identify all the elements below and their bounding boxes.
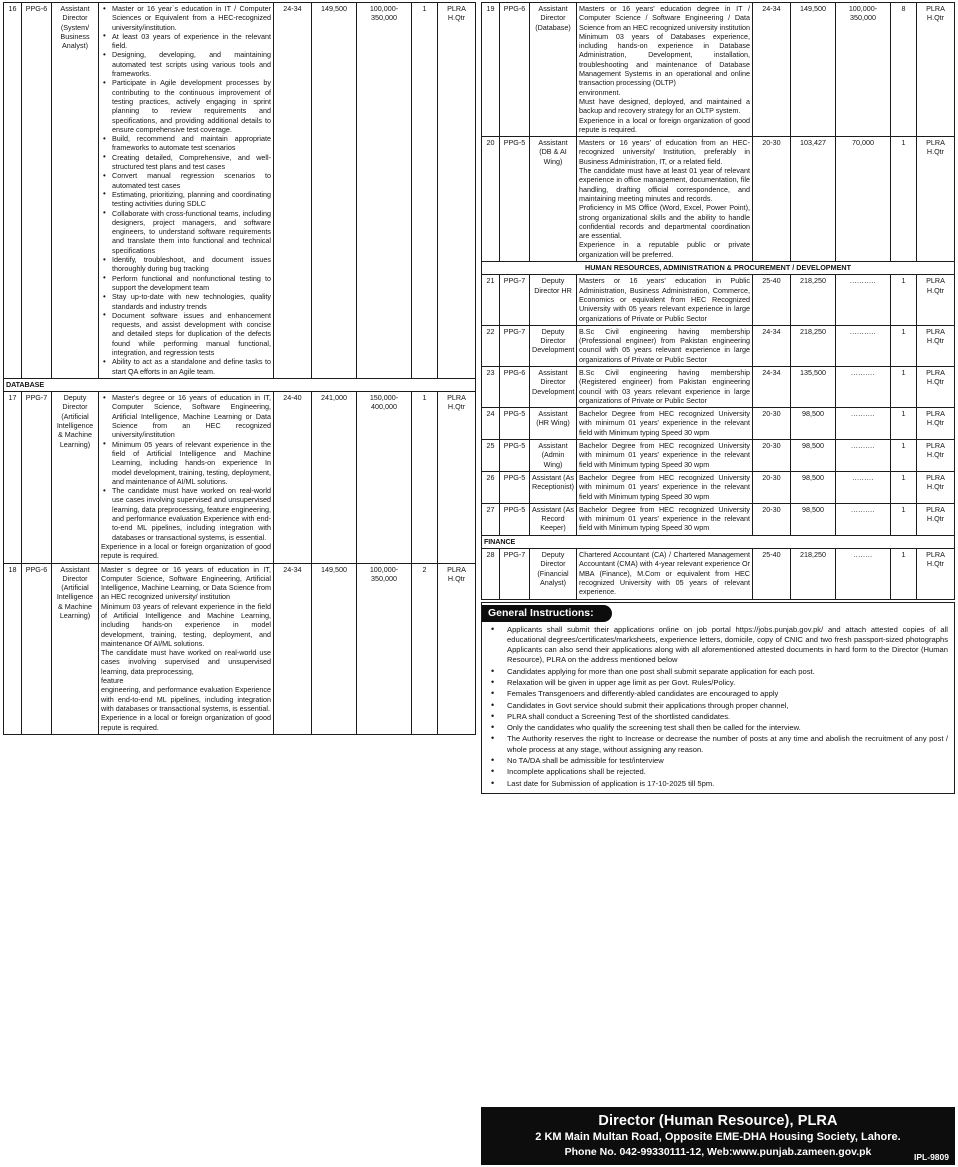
list-item-trailing: Experience in a local or foreign organization of good repute is required. — [101, 541, 271, 561]
cell-grade: PPG-7 — [22, 392, 52, 563]
cell-post: Deputy Director (Artificial Intelligence & Machine Learning) — [52, 392, 99, 563]
list-item: • Candidates in Govt service should submit their applications through proper channel, — [482, 701, 948, 711]
list-item: • Participate in Agile development processes by contributing to the continuous improvement of testing practices, actively engaging in sprint planning to review requirements and specifications, and providing additional details to ensure comprehensive test coverage. — [101, 78, 271, 134]
cell-pay: 218,250 — [791, 549, 836, 599]
cell-grade: PPG-7 — [500, 325, 530, 366]
cell-package: .......... — [836, 503, 891, 535]
list-item: • PLRA shall conduct a Screening Test of the shortlisted candidates. — [482, 712, 948, 722]
cell-posts: 1 — [891, 440, 917, 472]
section-header-label: DATABASE — [4, 378, 476, 391]
qualification-paragraph: environment. — [579, 87, 621, 97]
qualification-paragraph: Masters or 16 years' education in Public Administration, Business Administration, Commerce, Economics or equivalent from HEC Recognized University with 05 years relevant experience in large organizations of Private or Public Sector — [579, 276, 750, 323]
cell-age: 24-34 — [753, 325, 791, 366]
cell-package: .......... — [836, 440, 891, 472]
cell-qualification — [577, 3, 753, 137]
cell-sr: 19 — [482, 3, 500, 137]
cell-pay: 98,500 — [791, 471, 836, 503]
section-header-finance — [482, 535, 955, 548]
cell-qualification — [577, 137, 753, 262]
cell-place: PLRA H.Qtr — [917, 471, 955, 503]
cell-pay: 241,000 — [312, 392, 357, 563]
cell-post: Assistant (DB & AI Wing) — [530, 137, 577, 262]
cell-sr: 28 — [482, 549, 500, 599]
cell-place: PLRA H.Qtr — [917, 503, 955, 535]
jobs-table-right — [481, 2, 955, 600]
cell-place: PLRA H.Qtr — [917, 275, 955, 325]
cell-package: 100,000-350,000 — [836, 3, 891, 137]
layout-spacer — [481, 794, 955, 1105]
cell-place: PLRA H.Qtr — [917, 137, 955, 262]
cell-package: ........ — [836, 549, 891, 599]
cell-qualification — [577, 366, 753, 407]
section-header-hr — [482, 262, 955, 275]
cell-place: PLRA H.Qtr — [917, 366, 955, 407]
qualification-paragraph: Bachelor Degree from HEC recognized University with minimum 01 years' experience in the relevant field with Minimum typing Speed 30 wpm — [579, 441, 750, 469]
footer-authority: Director (Human Resource), PLRA — [598, 1113, 838, 1129]
cell-age: 24-34 — [274, 3, 312, 379]
cell-post: Assistant Director (Artificial Intelligence & Machine Learning) — [52, 563, 99, 734]
cell-package: .......... — [836, 366, 891, 407]
cell-post: Assistant Director (Database) — [530, 3, 577, 137]
cell-sr: 18 — [4, 563, 22, 734]
list-item: • Master or 16 year`s education in IT / Computer Sciences or Equivalent from a HEC-recognized university/institution. — [101, 4, 271, 32]
cell-posts: 1 — [891, 408, 917, 440]
cell-qualification — [577, 325, 753, 366]
cell-age: 20-30 — [753, 408, 791, 440]
table-row — [4, 3, 476, 379]
list-item: • Identify, troubleshoot, and document issues thoroughly during bug tracking — [101, 255, 271, 274]
cell-posts: 1 — [891, 503, 917, 535]
cell-pay: 149,500 — [312, 3, 357, 379]
cell-posts: 1 — [412, 3, 438, 379]
cell-post: Deputy Director Development — [530, 325, 577, 366]
cell-package: 100,000-350,000 — [357, 3, 412, 379]
section-header-label: HUMAN RESOURCES, ADMINISTRATION & PROCUREMENT / DEVELOPMENT — [482, 262, 955, 275]
cell-sr: 22 — [482, 325, 500, 366]
cell-package: ........... — [836, 325, 891, 366]
cell-place: PLRA H.Qtr — [917, 440, 955, 472]
list-item: • Master's degree or 16 years of education in IT, Computer Science, Software Engineering, Artificial Intelligence, Machine Learning or Data Science from an HEC recognized university/institution — [101, 393, 271, 439]
cell-pay: 98,500 — [791, 503, 836, 535]
cell-package: 70,000 — [836, 137, 891, 262]
cell-age: 20-30 — [753, 471, 791, 503]
cell-posts: 8 — [891, 3, 917, 137]
cell-age: 24-34 — [753, 366, 791, 407]
qualification-paragraph: Masters or 16 years' of education from an HEC-recognized university/ Institution, preferably in Business Administration, IT, or a related field. — [579, 138, 750, 166]
cell-grade: PPG-6 — [500, 366, 530, 407]
qualification-list — [101, 4, 271, 376]
cell-post: Assistant (As Receptionist) — [530, 471, 577, 503]
qualification-paragraph: feature — [101, 676, 124, 686]
cell-grade: PPG-7 — [500, 275, 530, 325]
list-item: • Females Transgenoers and differently-abled candidates are encouraged to apply — [482, 689, 948, 699]
cell-pay: 218,250 — [791, 325, 836, 366]
qualification-paragraph: The candidate must have at least 01 year of relevant experience in office management, documentation, file handling, drafting official correspondence, and maintaining meeting minutes and records. — [579, 166, 750, 203]
cell-posts: 2 — [412, 563, 438, 734]
qualification-paragraph: Must have designed, deployed, and maintained a backup and recovery strategy for an OLTP system. — [579, 96, 750, 116]
cell-posts: 1 — [891, 549, 917, 599]
qualification-paragraph: Experience in a local or foreign organization of good repute is required. — [101, 713, 271, 732]
cell-post: Deputy Director HR — [530, 275, 577, 325]
cell-grade: PPG-5 — [500, 471, 530, 503]
qualification-paragraph: Minimum 03 years of Databases experience, including hands-on experience in Database Administration, Development, installation, troubleshooting and maintenance of Database Management Systems in an operational and online transaction processing (OLTP) — [579, 31, 750, 88]
footer-reference-code: IPL-9809 — [914, 1152, 949, 1162]
cell-qualification — [577, 549, 753, 599]
cell-pay: 98,500 — [791, 408, 836, 440]
list-item: • Build, recommend and maintain appropriate frameworks to automate test scenarios — [101, 134, 271, 153]
cell-pay: 149,500 — [312, 563, 357, 734]
cell-sr: 25 — [482, 440, 500, 472]
cell-qualification — [577, 275, 753, 325]
table-row — [482, 137, 955, 262]
cell-grade: PPG-6 — [500, 3, 530, 137]
list-item: • Minimum 05 years of relevant experience in the field of Artificial Intelligence and Machine Learning, including hands-on experience In model development, training, testing, deployment, and maintenance of AI/ML solutions. — [101, 440, 271, 486]
cell-sr: 26 — [482, 471, 500, 503]
qualification-paragraph: Experience in a reputable public or private organization will be preferred. — [579, 240, 750, 259]
cell-posts: 1 — [891, 325, 917, 366]
cell-sr: 20 — [482, 137, 500, 262]
cell-age: 24-34 — [274, 563, 312, 734]
cell-package: 100,000-350,000 — [357, 563, 412, 734]
list-item: • Ability to act as a standalone and define tasks to start QA efforts in an Agile team. — [101, 357, 271, 376]
qualification-list — [101, 393, 271, 560]
cell-pay: 103,427 — [791, 137, 836, 262]
qualification-paragraph: Masters or 16 years' education degree in IT / Computer Science / Software Engineering / Data Science from an HEC recognized university institution — [579, 4, 750, 32]
cell-grade: PPG-5 — [500, 440, 530, 472]
cell-age: 25-40 — [753, 549, 791, 599]
list-item: • Convert manual regression scenarios to automated test cases — [101, 171, 271, 190]
general-instructions-panel — [481, 602, 955, 794]
cell-grade: PPG-5 — [500, 503, 530, 535]
cell-sr: 23 — [482, 366, 500, 407]
list-item: • The candidate must have worked on real-world use cases involving supervised and unsupervised learning, data preprocessing, feature engineering, and performance evaluation Experience with end-to-end ML pipelines, including integration with databases or transactional systems, is essential. — [101, 486, 271, 542]
section-header-database — [4, 378, 476, 391]
list-item: • No TA/DA shall be admissible for test/interview — [482, 756, 948, 766]
footer-contact: Phone No. 042-99330111-12, Web:www.punjab.zameen.gov.pk — [564, 1146, 872, 1158]
list-item: • Estimating, prioritizing, planning and coordinating testing activities during SDLC — [101, 190, 271, 209]
cell-qualification — [99, 3, 274, 379]
cell-pay: 98,500 — [791, 440, 836, 472]
list-item: • Only the candidates who qualify the screening test shall then be called for the interview. — [482, 723, 948, 733]
cell-place: PLRA H.Qtr — [438, 3, 476, 379]
list-item: • Relaxation will be given in upper age limit as per Govt. Rules/Policy. — [482, 678, 948, 688]
table-row — [482, 408, 955, 440]
qualification-paragraph: Experience in a local or foreign organization of good repute is required. — [579, 115, 750, 134]
cell-age: 24-34 — [753, 3, 791, 137]
list-item: • Incomplete applications shall be rejected. — [482, 767, 948, 777]
cell-package: 150,000-400,000 — [357, 392, 412, 563]
cell-post: Assistant Director Development — [530, 366, 577, 407]
list-item: • At least 03 years of experience in the relevant field. — [101, 32, 271, 51]
cell-package: .......... — [836, 408, 891, 440]
table-row — [482, 440, 955, 472]
cell-qualification — [577, 440, 753, 472]
general-instructions-list — [482, 625, 954, 789]
cell-grade: PPG-6 — [22, 563, 52, 734]
list-item: • Stay up-to-date with new technologies, quality standards and industry trends — [101, 292, 271, 311]
qualification-paragraph: Proficiency in MS Office (Word, Excel, Power Point), strong organizational skills and the ability to handle confidential records and departmental coordination are essential. — [579, 203, 750, 241]
cell-place: PLRA H.Qtr — [917, 549, 955, 599]
cell-place: PLRA H.Qtr — [917, 325, 955, 366]
cell-grade: PPG-7 — [500, 549, 530, 599]
qualification-paragraph: Bachelor Degree from HEC recognized University with minimum 01 years' experience in the relevant field with Minimum typing Speed 30 wpm — [579, 472, 750, 501]
cell-post: Assistant Director (System/ Business Analyst) — [52, 3, 99, 379]
contact-footer — [481, 1107, 955, 1165]
cell-sr: 24 — [482, 408, 500, 440]
right-column — [479, 0, 958, 1167]
cell-post: Assistant (As Record Keeper) — [530, 503, 577, 535]
qualification-paragraph: Minimum 03 years of relevant experience in the field of Artificial Intelligence and Machine Learning, including hands-on experience in model development, training, testing, deployment, and maintenance Of AI/ML solutions. — [101, 601, 271, 648]
cell-age: 24-40 — [274, 392, 312, 563]
list-item: • Designing, developing, and maintaining automated test scripts using various tools and frameworks. — [101, 50, 271, 78]
general-instructions-title: General Instructions: — [482, 605, 612, 622]
table-row — [4, 563, 476, 734]
cell-qualification — [577, 471, 753, 503]
cell-sr: 21 — [482, 275, 500, 325]
cell-pay: 135,500 — [791, 366, 836, 407]
qualification-paragraph: The candidate must have worked on real-world use cases involving supervised and unsupervised learning, data preprocessing, — [101, 648, 271, 676]
list-item: • Collaborate with cross-functional teams, including designers, project managers, and software engineers, to understand software requirements and translate them into functional and technical specifications — [101, 209, 271, 255]
table-row — [4, 392, 476, 563]
footer-address: 2 KM Main Multan Road, Opposite EME-DHA Housing Society, Lahore. — [535, 1131, 901, 1143]
table-row — [482, 471, 955, 503]
qualification-paragraph: Master s degree or 16 years of education in IT, Computer Science, Software Engineering, Artificial Intelligence, Machine Learning, or Data Science from an HEC recognized university/ institution — [101, 564, 271, 602]
section-header-label: FINANCE — [482, 535, 955, 548]
cell-place: PLRA H.Qtr — [917, 408, 955, 440]
list-item: • Last date for Submission of application is 17-10-2025 till 5pm. — [482, 779, 948, 789]
cell-place: PLRA H.Qtr — [438, 392, 476, 563]
cell-pay: 218,250 — [791, 275, 836, 325]
qualification-paragraph: Bachelor Degree from HEC recognized University with minimum 01 years' experience in the relevant field with Minimum typing Speed 30 wpm — [579, 409, 750, 437]
cell-pay: 149,500 — [791, 3, 836, 137]
cell-sr: 27 — [482, 503, 500, 535]
list-item: • Document software issues and enhancement requests, and assist development with concise and detailed steps for duplication of the defects found while performing manual functional, integration, and regression tests — [101, 311, 271, 357]
qualification-paragraph: engineering, and performance evaluation Experience with end-to-end ML pipelines, including integration with databases or transactional systems, is essential. — [101, 685, 271, 713]
cell-place: PLRA H.Qtr — [917, 3, 955, 137]
table-row — [482, 503, 955, 535]
cell-qualification — [99, 392, 274, 563]
cell-grade: PPG-5 — [500, 137, 530, 262]
list-item: • Creating detailed, Comprehensive, and well-structured test plans and test cases — [101, 153, 271, 172]
table-row — [482, 549, 955, 599]
table-row — [482, 3, 955, 137]
cell-posts: 1 — [891, 366, 917, 407]
cell-sr: 16 — [4, 3, 22, 379]
cell-qualification — [99, 563, 274, 734]
cell-package: ......... — [836, 471, 891, 503]
cell-posts: 1 — [891, 137, 917, 262]
qualification-paragraph: Chartered Accountant (CA) / Chartered Management Accountant (CMA) with 4-year relevant experience Or MBA (Finance), M.Com or equivalent from HEC recognized University with 05 years of relevant experience. — [579, 550, 750, 597]
cell-grade: PPG-5 — [500, 408, 530, 440]
cell-post: Assistant (HR Wing) — [530, 408, 577, 440]
list-item: • The Authority reserves the right to Increase or decrease the number of posts at any time and abolish the recruitment of any post / whole process at any stage, without assigning any reason. — [482, 734, 948, 755]
cell-posts: 1 — [412, 392, 438, 563]
cell-post: Deputy Director (Financial Analyst) — [530, 549, 577, 599]
cell-grade: PPG-6 — [22, 3, 52, 379]
qualification-paragraph: B.Sc Civil engineering having membership (Registered engineer) from Pakistan engineering council with 03 years relevant experience in large organizations of Private or Public Sector — [579, 367, 750, 405]
cell-qualification — [577, 503, 753, 535]
cell-age: 25-40 — [753, 275, 791, 325]
cell-age: 20-30 — [753, 440, 791, 472]
table-row — [482, 366, 955, 407]
cell-posts: 1 — [891, 471, 917, 503]
cell-age: 20-30 — [753, 137, 791, 262]
cell-package: ........... — [836, 275, 891, 325]
qualification-paragraph: B.Sc Civil engineering having membership (Professional engineer) from Pakistan engineering council with 05 years relevant experience in large organizations of Private or Public Sector — [579, 326, 750, 364]
list-item: • Candidates applying for more than one post shall submit separate application for each post. — [482, 667, 948, 677]
table-row — [482, 275, 955, 325]
cell-age: 20-30 — [753, 503, 791, 535]
cell-qualification — [577, 408, 753, 440]
list-item: • Applicants shall submit their applications online on job portal https://jobs.punjab.gov.pk/ and attach attested copies of all educational degrees/certificates/marksheets, experience letters, domicile, copy of CNIC and two fresh passport-sized photographs Applicants can also send their applications along with all aforementioned attested documents in hard form to the Director (Human Resource), PLRA on the address mentioned below — [482, 625, 948, 666]
jobs-table-left — [3, 2, 476, 735]
cell-post: Assistant (Admin Wing) — [530, 440, 577, 472]
cell-sr: 17 — [4, 392, 22, 563]
table-row — [482, 325, 955, 366]
cell-posts: 1 — [891, 275, 917, 325]
list-item: • Perform functional and nonfunctional testing to support the development team — [101, 274, 271, 293]
qualification-paragraph: Bachelor Degree from HEC recognized University with minimum 01 years' experience in the relevant field with Minimum typing Speed 30 wpm — [579, 504, 750, 533]
cell-place: PLRA H.Qtr — [438, 563, 476, 734]
